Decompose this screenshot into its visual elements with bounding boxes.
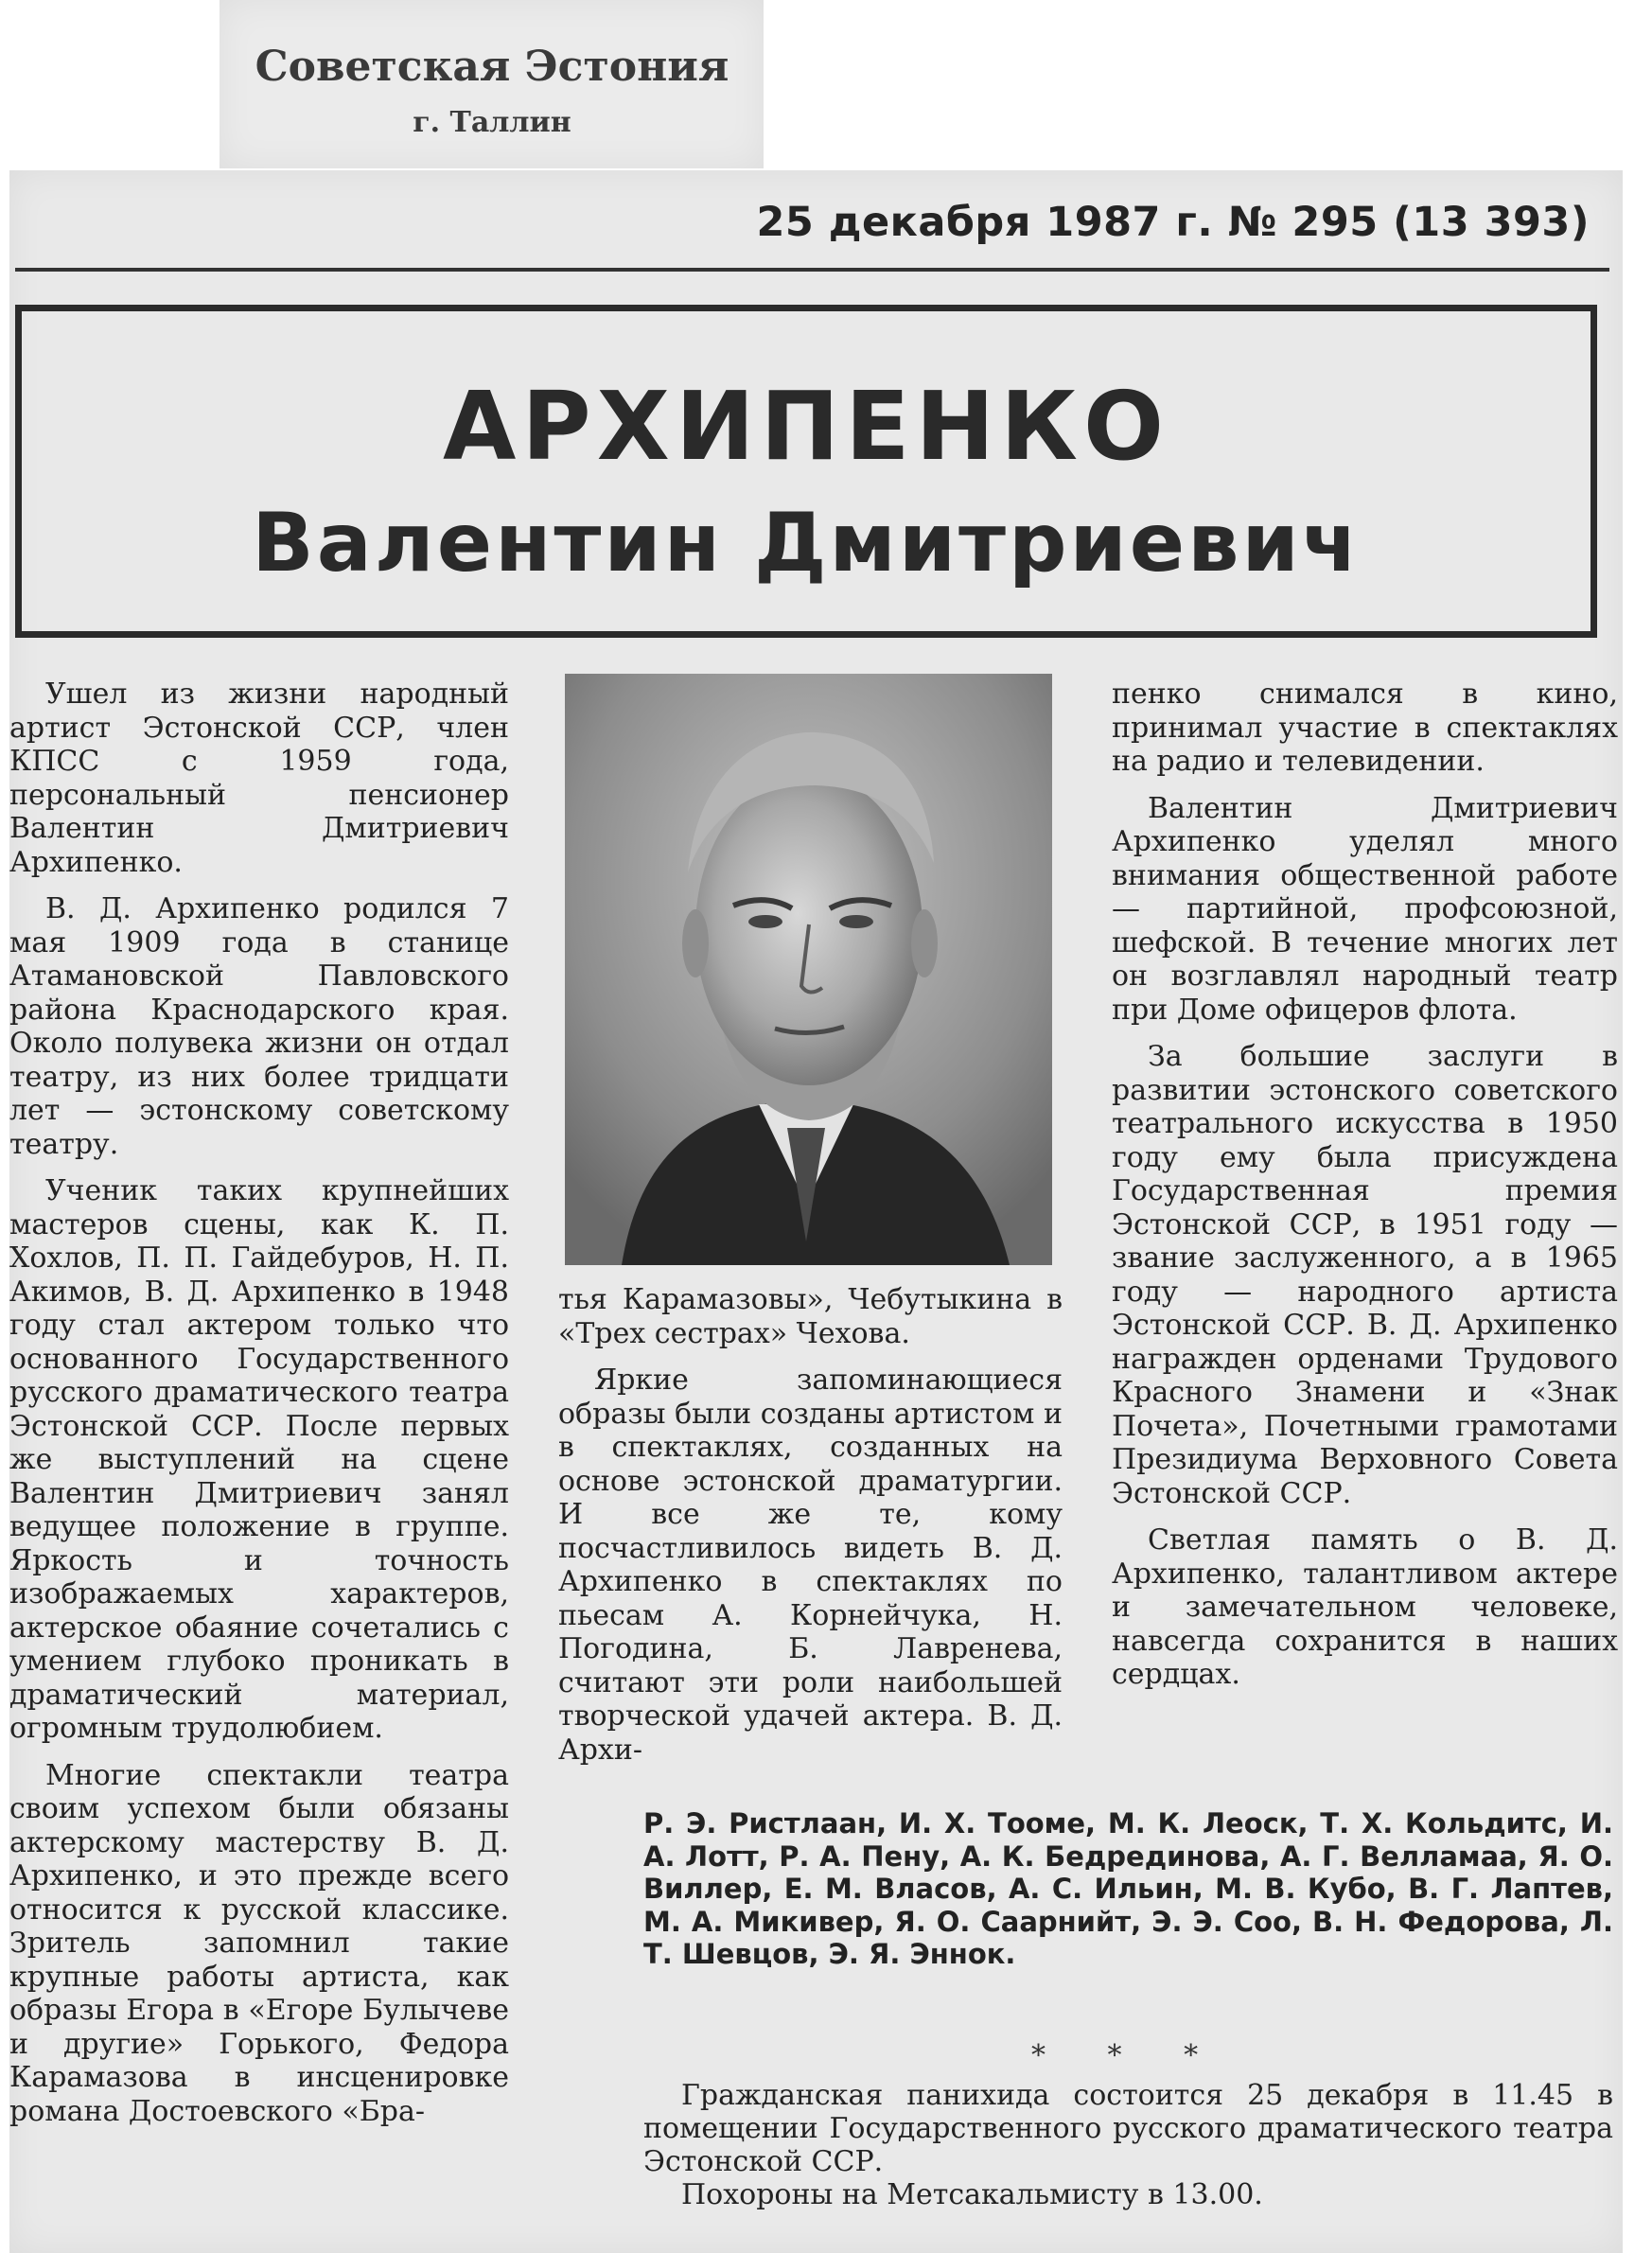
city-stamp: г. Таллин (413, 106, 571, 139)
paragraph: Ушел из жизни народный артист Эстонской ССР, член КПСС с 1959 года, персональный пенсионер Валентин Дмитриевич Архипенко. (9, 678, 509, 879)
signers-list: Р. Э. Ристлаан, И. Х. Тооме, М. К. Леоск, Т. Х. Кольдитс, И. А. Лотт, Р. А. Пену, А. К. Бедрединова, А. Г. Велламаа, Я. О. Виллер, Е. М. Власов, А. С. Ильин, М. В. Кубо, В. Г. Лаптев, М. А. Микивер, Я. О. Саарнийт, Э. Э. Соо, В. Н. Федорова, Л. Т. Шевцов, Э. Я. Эннок. (643, 1807, 1613, 1970)
separator: * * * (1031, 2039, 1225, 2072)
paragraph: тья Карамазовы», Чебутыкина в «Трех сестрах» Чехова. (558, 1283, 1063, 1350)
paragraph: Валентин Дмитриевич Архипенко уделял много внимания общественной работе — партийной, профсоюзной, шефской. В течение многих лет он возглавлял народный театр при Доме офицеров флота. (1112, 791, 1618, 1027)
newspaper-stamp: Советская Эстония (255, 43, 729, 91)
rule-line (15, 268, 1609, 272)
article-column-3 (1112, 678, 1618, 1705)
article-column-2 (558, 1283, 1063, 1780)
article-column-1 (9, 678, 509, 2141)
paragraph: Яркие запоминающиеся образы были созданы артистом и в спектаклях, созданных на основе эстонской драматургии. И все же те, кому посчастливилось видеть В. Д. Архипенко в спектаклях по пьесам А. Корнейчука, Н. Погодина, Б. Лавренева, считают эти роли наибольшей творческой удачей актера. В. Д. Архи- (558, 1364, 1063, 1767)
paragraph: Многие спектакли театра своим успехом были обязаны актерскому мастерству В. Д. Архипенко, и это прежде всего относится к русской классике. Зритель запомнил такие крупные работы артиста, как образы Егора в «Егоре Булычеве и другие» Горького, Федора Карамазова в инсценировке романа Достоевского «Бра- (9, 1758, 509, 2128)
headline-box (15, 305, 1597, 638)
headline-surname: АРХИПЕНКО (443, 371, 1169, 482)
paragraph: В. Д. Архипенко родился 7 мая 1909 года в станице Атамановской Павловского района Краснодарского края. Около полувека жизни он отдал театру, из них более тридцати лет — эстонскому советскому театру. (9, 892, 509, 1161)
dateline: 25 декабря 1987 г. № 295 (13 393) (756, 199, 1590, 246)
paragraph: Ученик таких крупнейших мастеров сцены, как К. П. Хохлов, П. П. Гайдебуров, Н. П. Акимов, В. Д. Архипенко в 1948 году стал актером только что основанного Государственного русского драматического театра Эстонской ССР. После первых же выступлений на сцене Валентин Дмитриевич занял ведущее положение в группе. Яркость и точность изображаемых характеров, актерское обаяние сочетались с умением глубоко проникать в драматический материал, огромным трудолюбием. (9, 1174, 509, 1745)
funeral-notice (643, 2079, 1613, 2211)
paragraph: Светлая память о В. Д. Архипенко, талантливом актере и замечательном человеке, навсегда сохранится в наших сердцах. (1112, 1523, 1618, 1691)
portrait-photo (565, 674, 1052, 1265)
funeral-line: Похороны на Метсакальмисту в 13.00. (681, 2178, 1263, 2211)
funeral-line: Гражданская панихида состоится 25 декабря в 11.45 в помещении Государственного русского драматического театра Эстонской ССР. (643, 2079, 1613, 2178)
paragraph: За большие заслуги в развитии эстонского советского театрального искусства в 1950 году ему была присуждена Государственная премия Эстонской ССР, в 1951 году — звание заслуженного, а в 1965 году — народного артиста Эстонской ССР. В. Д. Архипенко награжден орденами Трудового Красного Знамени и «Знак Почета», Почетными грамотами Президиума Верховного Совета Эстонской ССР. (1112, 1040, 1618, 1510)
headline-name: Валентин Дмитриевич (252, 496, 1361, 590)
paragraph: пенко снимался в кино, принимал участие в спектаклях на радио и телевидении. (1112, 678, 1618, 778)
portrait-image (565, 674, 1052, 1265)
